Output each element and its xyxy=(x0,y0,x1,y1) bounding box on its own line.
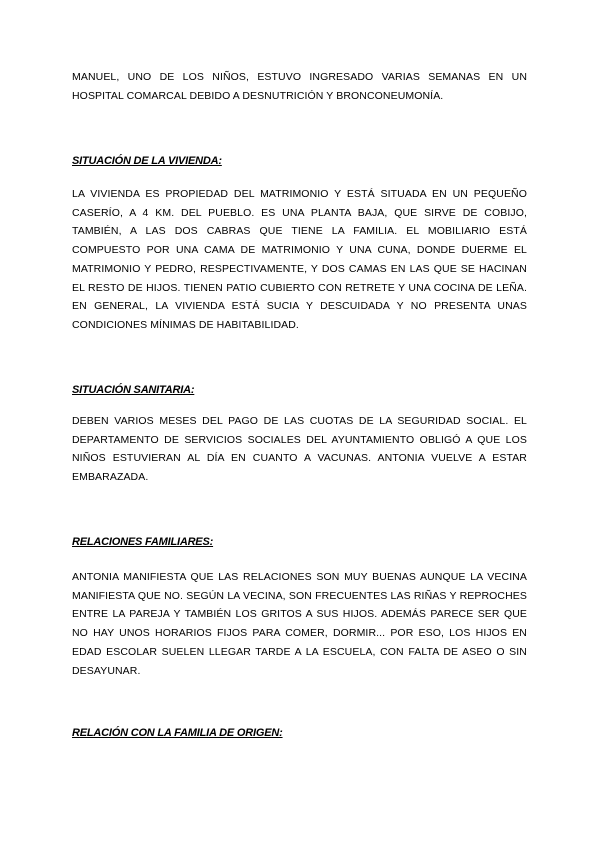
heading-situacion-sanitaria: SITUACIÓN SANITARIA: xyxy=(72,384,195,396)
heading-situacion-vivienda: SITUACIÓN DE LA VIVIENDA: xyxy=(72,155,222,167)
paragraph-situacion-sanitaria: DEBEN VARIOS MESES DEL PAGO DE LAS CUOTAS DE LA SEGURIDAD SOCIAL. EL DEPARTAMENTO DE SERVICIOS SOCIALES DEL AYUNTAMIENTO OBLIGÓ A QUE LOS NIÑOS ESTUVIERAN AL DÍA EN CUANTO A VACUNAS. ANTONIA VUELVE A ESTAR EMBARAZADA. xyxy=(72,415,527,484)
heading-relaciones-familiares: RELACIONES FAMILIARES: xyxy=(72,536,214,548)
paragraph-relaciones-familiares: ANTONIA MANIFIESTA QUE LAS RELACIONES SON MUY BUENAS AUNQUE LA VECINA MANIFIESTA QUE NO. SEGÚN LA VECINA, SON FRECUENTES LAS RIÑAS Y REPROCHES ENTRE LA PAREJA Y TAMBIÉN LOS GRITOS A SUS HIJOS. ADEMÁS PARECE SER QUE NO HAY UNOS HORARIOS FIJOS PARA COMER, DORMIR... POR ESO, LOS HIJOS EN EDAD ESCOLAR SUELEN LLEGAR TARDE A LA ESCUELA, CON FALTA DE ASEO O SIN DESAYUNAR. xyxy=(72,571,527,677)
heading-relacion-familia-origen: RELACIÓN CON LA FAMILIA DE ORIGEN: xyxy=(72,727,283,739)
paragraph-situacion-vivienda: LA VIVIENDA ES PROPIEDAD DEL MATRIMONIO Y ESTÁ SITUADA EN UN PEQUEÑO CASERÍO, A 4 KM. DEL PUEBLO. ES UNA PLANTA BAJA, QUE SIRVE DE COBIJO, TAMBIÉN, A LAS DOS CABRAS QUE TIENE LA FAMILIA. EL MOBILIARIO ESTÁ COMPUESTO POR UNA CAMA DE MATRIMONIO Y UNA CUNA, DONDE DUERME EL MATRIMONIO Y PEDRO, RESPECTIVAMENTE, Y DOS CAMAS EN LAS QUE SE HACINAN EL RESTO DE HIJOS. TIENEN PATIO CUBIERTO CON RETRETE Y UNA COCINA DE LEÑA. EN GENERAL, LA VIVIENDA ESTÁ SUCIA Y DESCUIDADA Y NO PRESENTA UNAS CONDICIONES MÍNIMAS DE HABITABILIDAD. xyxy=(72,188,527,331)
intro-paragraph: MANUEL, UNO DE LOS NIÑOS, ESTUVO INGRESADO VARIAS SEMANAS EN UN HOSPITAL COMARCAL DEBIDO A DESNUTRICIÓN Y BRONCONEUMONÍA. xyxy=(72,71,527,102)
